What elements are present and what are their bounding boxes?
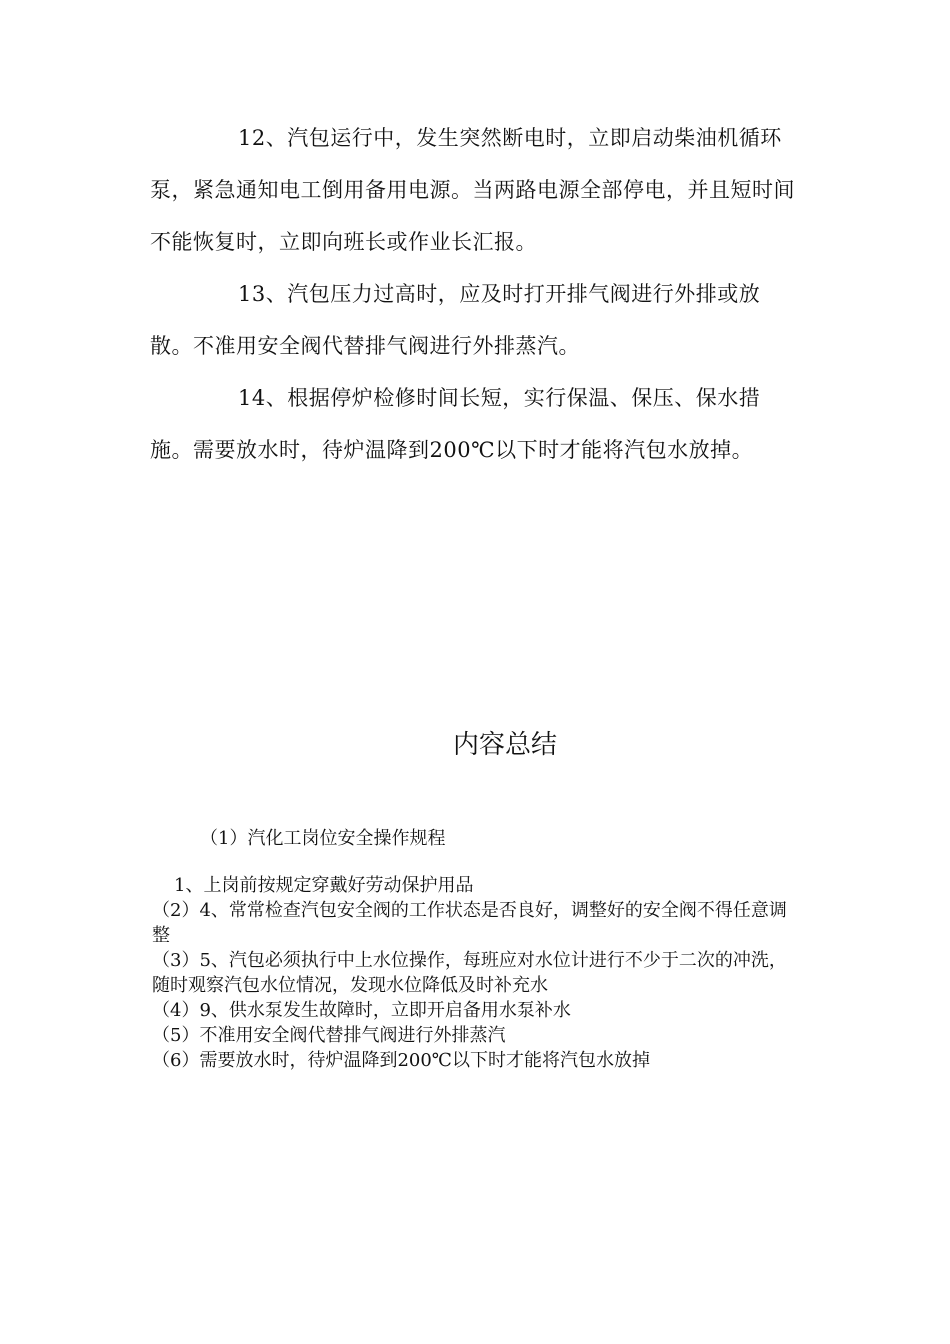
summary-item: （4）9、供水泵发生故障时，立即开启备用水泵补水 (152, 1000, 571, 1021)
summary-title: 内容总结 (452, 730, 557, 760)
paragraph-14: 14、根据停炉检修时间长短，实行保温、保压、保水措施。需要放水时，待炉温降到200℃以下时才能将汽包水放掉。 (150, 386, 761, 462)
paragraph-12: 12、汽包运行中，发生突然断电时，立即启动柴油机循环泵，紧急通知电工倒用备用电源。当两路电源全部停电，并且短时间不能恢复时，立即向班长或作业长汇报。 (150, 126, 795, 254)
summary-item: （6）需要放水时，待炉温降到200℃以下时才能将汽包水放掉 (152, 1050, 650, 1071)
summary-item: （5）不准用安全阀代替排气阀进行外排蒸汽 (152, 1025, 506, 1046)
summary-subtitle: （1）汽化工岗位安全操作规程 (200, 828, 446, 849)
summary-item: （2）4、常常检查汽包安全阀的工作状态是否良好，调整好的安全阀不得任意调整 (152, 900, 787, 946)
summary-item: 1、上岗前按规定穿戴好劳动保护用品 (174, 875, 474, 896)
paragraph-13: 13、汽包压力过高时，应及时打开排气阀进行外排或放散。不准用安全阀代替排气阀进行外排蒸汽。 (150, 282, 761, 358)
summary-item: （3）5、汽包必须执行中上水位操作，每班应对水位计进行不少于二次的冲洗，随时观察汽包水位情况，发现水位降低及时补充水 (152, 950, 787, 996)
summary-list (152, 873, 802, 1073)
